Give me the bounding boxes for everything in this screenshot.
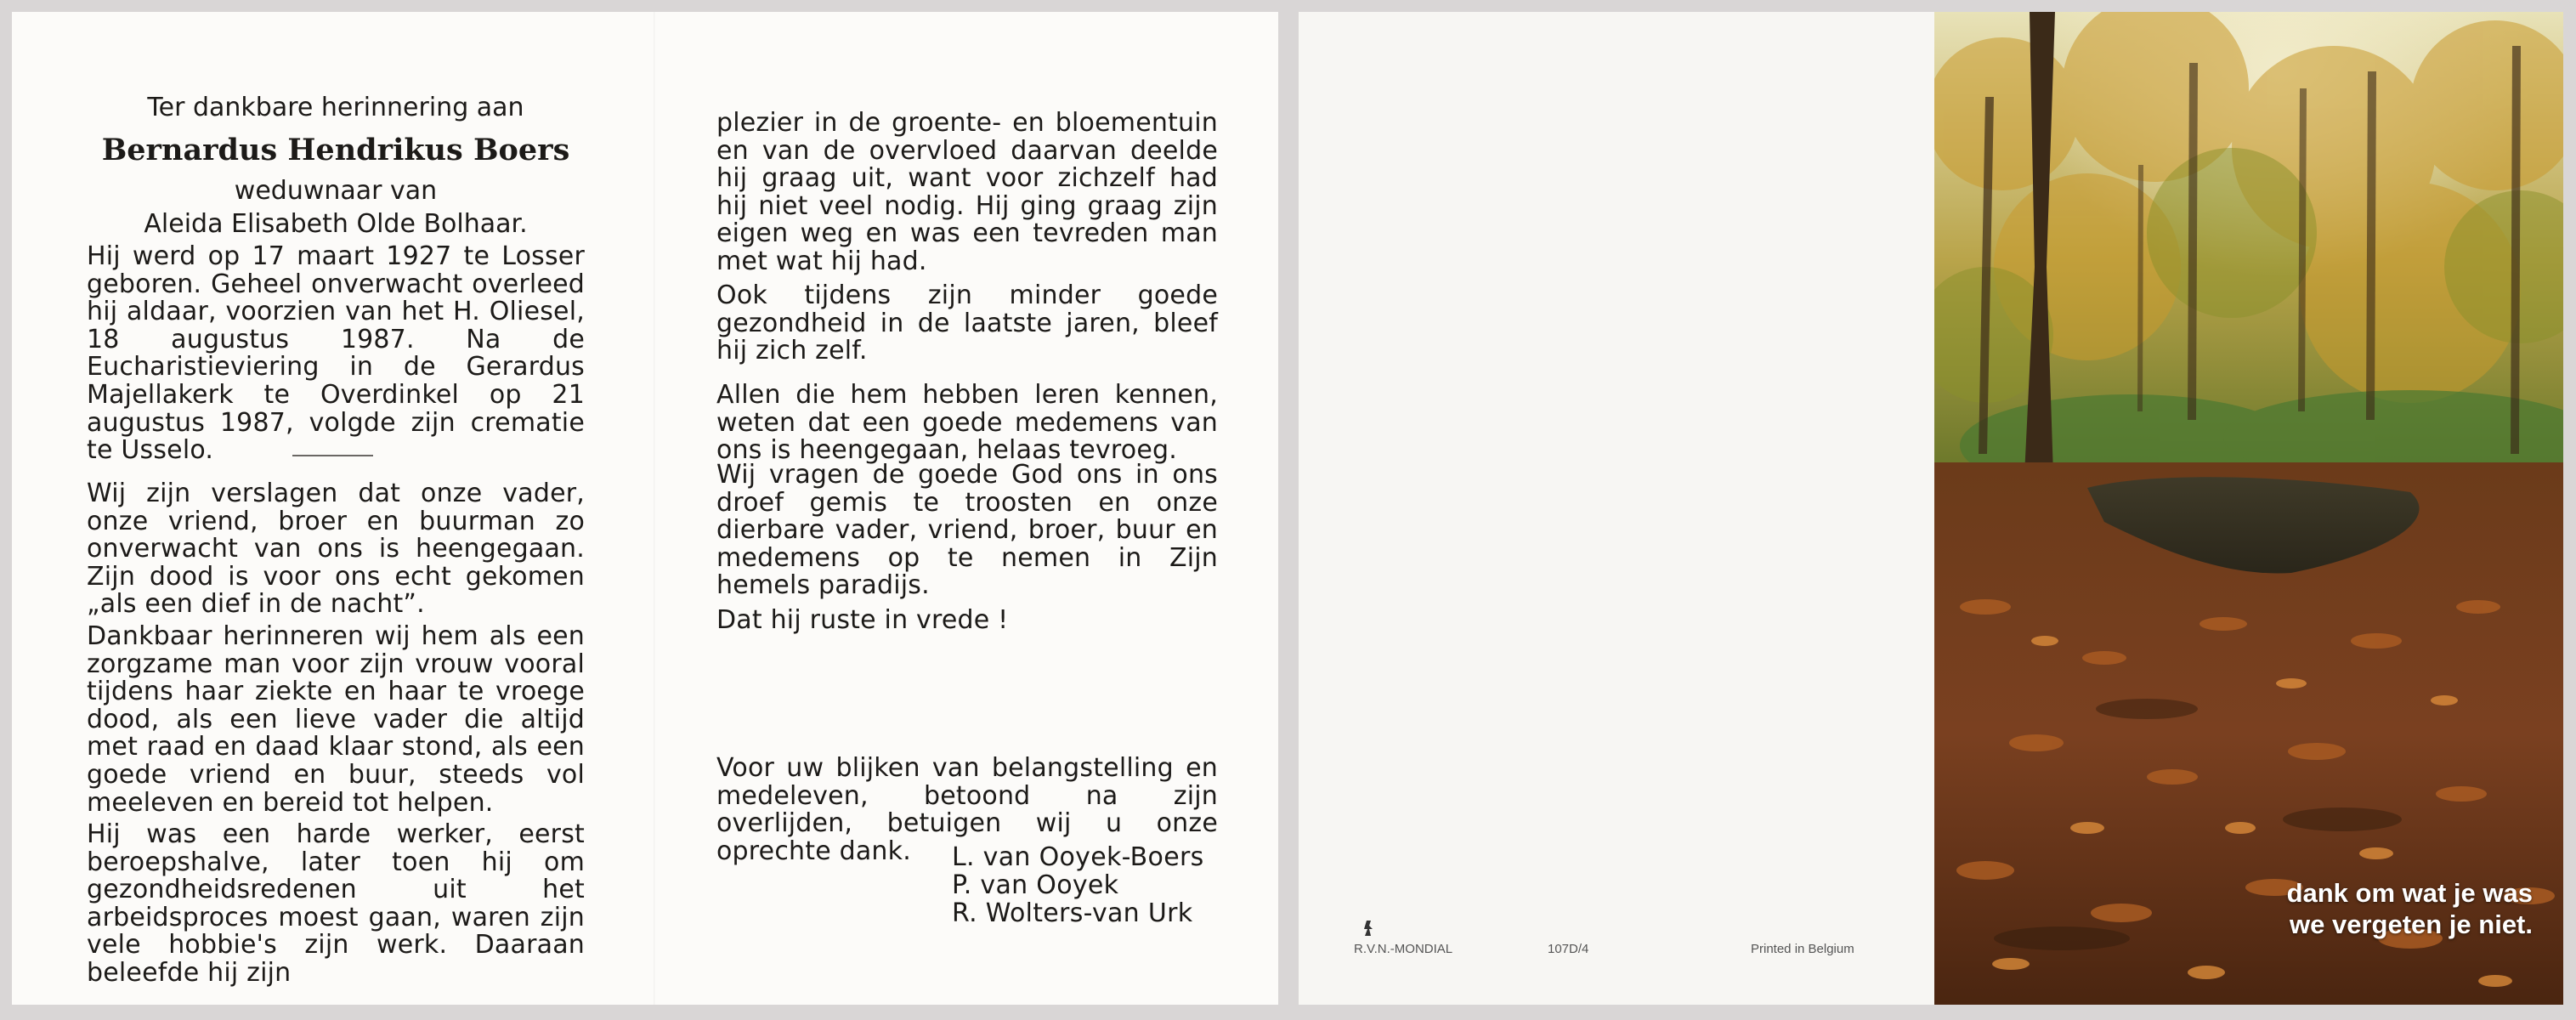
thanks-text: Voor uw blijken van belangstelling en medeleven, betoond na zijn overlijden, betuigen wij u onze oprechte dank. <box>716 753 1218 866</box>
text-paragraph <box>716 607 1218 635</box>
bio-paragraph: Hij werd op 17 maart 1927 te Losser geboren. Geheel onverwacht overleed hij aldaar, voorzien van het H. Oliesel, 18 augustus 1987. Na de Eucharistieviering in de Gerardus Majellakerk te Overdinkel op 21 augustus 1987, volgde zijn crematie te Usselo. <box>87 241 585 466</box>
card-code: 107D/4 <box>1548 942 1589 956</box>
paragraph-text: Wij zijn verslagen dat onze vader, onze vriend, broer en buurman zo onverwacht van ons is heengegaan. Zijn dood is voor ons echt gekomen „als een dief in de nacht”. <box>87 479 585 620</box>
card-fold <box>654 12 655 1005</box>
caption-line: dank om wat je was <box>2286 878 2533 908</box>
paragraph-text: Allen die hem hebben leren kennen, weten dat een goede medemens van ons is heengegaan, helaas tevroeg. <box>716 380 1218 466</box>
status-line: weduwnaar van <box>234 176 438 206</box>
divider-rule <box>292 455 373 456</box>
caption-line: we vergeten je niet. <box>2290 910 2533 939</box>
memorial-card-inside <box>12 12 1278 1005</box>
publisher-imprint: R.V.N.-MONDIAL <box>1354 942 1453 956</box>
paragraph-text: Ook tijdens zijn minder goede gezondheid in de laatste jaren, bleef hij zich zelf. <box>716 280 1218 366</box>
text-paragraph <box>87 623 585 817</box>
text-paragraph <box>716 282 1218 366</box>
paragraph-text: Dat hij ruste in vrede ! <box>716 605 1009 635</box>
memorial-card-outside <box>1299 12 2563 1005</box>
text-paragraph <box>716 382 1218 465</box>
spouse-name: Aleida Elisabeth Olde Bolhaar. <box>144 209 528 239</box>
signer-name: R. Wolters-van Urk <box>952 898 1193 928</box>
forest-illustration <box>1934 12 2563 1005</box>
intro-line: Ter dankbare herinnering aan <box>147 93 524 122</box>
paragraph-text: plezier in de groente- en bloementuin en van de overvloed daarvan deelde hij graag uit, want voor zichzelf had hij niet veel nodig. Hij ging graag zijn eigen weg en was een tevreden man met wat hij had. <box>716 108 1218 276</box>
signer-name: L. van Ooyek-Boers <box>952 842 1204 872</box>
signers-list <box>952 843 1204 927</box>
paragraph-text: Dankbaar herinneren wij hem als een zorgzame man voor zijn vrouw vooral tijdens haar ziekte en haar te vroege dood, als een lieve vader die altijd met raad en daad klaar stond, als een goede vriend en buur, steeds vol meeleven en bereid tot helpen. <box>87 621 585 818</box>
deceased-name: Bernardus Hendrikus Boers <box>101 133 570 167</box>
bio-block <box>87 243 585 465</box>
autumn-forest-photo <box>1934 12 2563 1005</box>
text-paragraph <box>716 462 1218 600</box>
paragraph-text: Wij vragen de goede God ons in ons droef gemis te troosten en onze dierbare vader, vriend, broer, buur en medemens op te nemen in Zijn hemels paradijs. <box>716 460 1218 601</box>
text-paragraph <box>716 110 1218 276</box>
text-paragraph <box>87 480 585 619</box>
text-paragraph <box>87 821 585 988</box>
paragraph-text: Hij was een harde werker, eerst beroepshalve, later toen hij om gezondheidsredenen uit het arbeidsproces moest gaan, waren zijn vele hobbie's zijn werk. Daaraan beleefde hij zijn <box>87 819 585 988</box>
publisher-logo-icon <box>1362 919 1377 938</box>
photo-caption <box>1934 877 2533 940</box>
printed-in: Printed in Belgium <box>1751 942 1854 956</box>
signer-name: P. van Ooyek <box>952 870 1119 900</box>
